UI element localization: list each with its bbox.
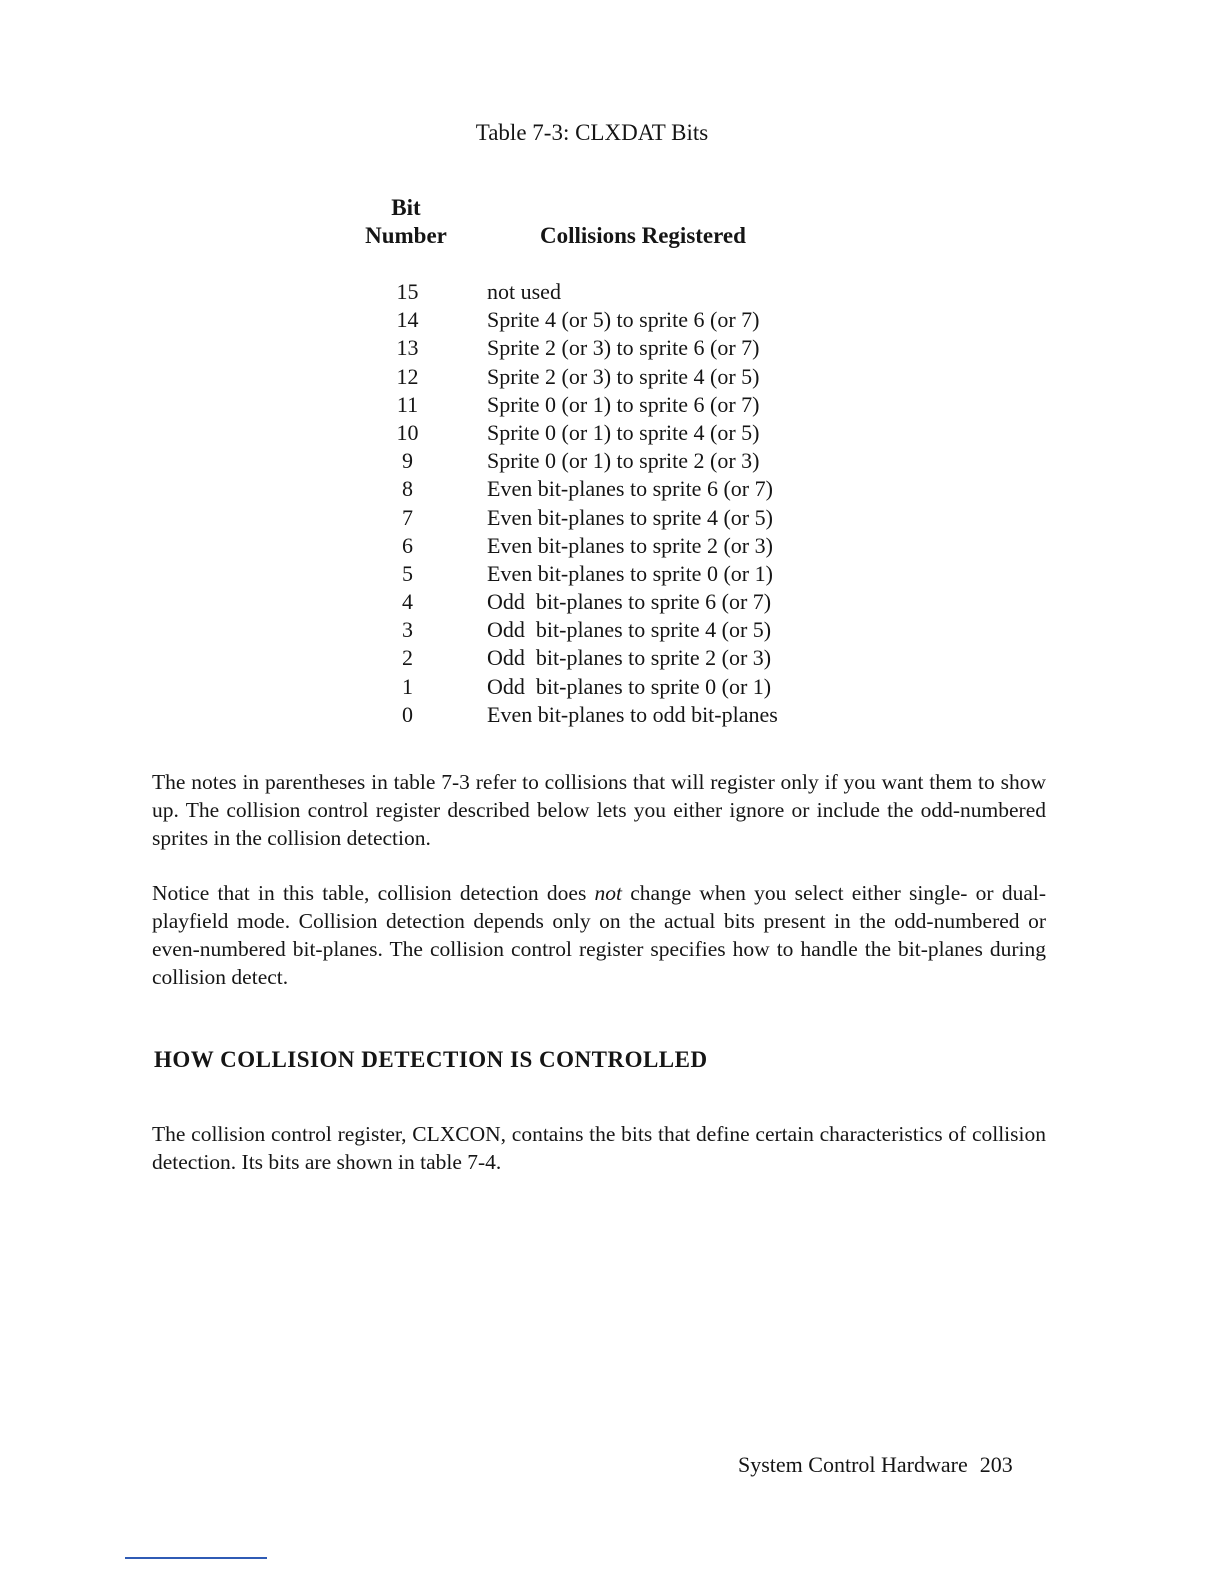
- collision-description-cell: Even bit-planes to sprite 6 (or 7): [487, 476, 773, 502]
- table-row: [355, 391, 855, 419]
- table-row: [355, 306, 855, 334]
- table-row: [355, 588, 855, 616]
- bit-number-cell: 5: [402, 560, 413, 586]
- table-body: [355, 278, 855, 729]
- bit-number-cell: 1: [402, 673, 413, 699]
- paragraph-clxcon: The collision control register, CLXCON, contains the bits that define certain characteristics of collision detection. Its bits are shown in table 7-4.: [152, 1122, 1046, 1174]
- bit-number-cell: 4: [402, 589, 413, 615]
- bit-header-line1: Bit: [391, 195, 421, 220]
- collision-description-cell: Even bit-planes to sprite 2 (or 3): [487, 532, 773, 558]
- table-row: [355, 363, 855, 391]
- bit-number-cell: 3: [402, 617, 413, 643]
- bit-number-cell: 14: [396, 307, 419, 333]
- bottom-rule: [125, 1557, 267, 1559]
- bit-number-cell: 6: [402, 532, 413, 558]
- paragraph-notice-before: Notice that in this table, collision detection does: [152, 881, 595, 905]
- table-row: [355, 560, 855, 588]
- bit-number-cell: 12: [396, 363, 419, 389]
- collision-description-cell: Odd bit-planes to sprite 4 (or 5): [487, 617, 772, 643]
- bit-number-cell: 9: [402, 448, 413, 474]
- bit-number-cell: 13: [396, 335, 419, 361]
- table-row: [355, 278, 855, 306]
- collision-description-cell: Even bit-planes to sprite 4 (or 5): [487, 504, 773, 530]
- table-row: [355, 419, 855, 447]
- bit-number-cell: 15: [396, 279, 419, 304]
- collision-description-cell: Sprite 0 (or 1) to sprite 6 (or 7): [487, 391, 760, 417]
- table-caption: Table 7-3: CLXDAT Bits: [475, 120, 709, 145]
- bit-number-cell: 7: [402, 504, 413, 530]
- collision-description-cell: not used: [487, 279, 561, 304]
- bit-number-cell: 8: [402, 476, 413, 502]
- collision-description-cell: Sprite 2 (or 3) to sprite 6 (or 7): [487, 335, 760, 361]
- table-row: [355, 701, 855, 729]
- bit-number-cell: 10: [396, 419, 419, 445]
- table-row: [355, 616, 855, 644]
- table-row: [355, 504, 855, 532]
- table-row: [355, 475, 855, 503]
- collisions-registered-header: Collisions Registered: [540, 223, 746, 248]
- collision-description-cell: Sprite 4 (or 5) to sprite 6 (or 7): [487, 307, 760, 333]
- paragraph-notice: [152, 879, 1046, 991]
- collision-description-cell: Odd bit-planes to sprite 2 (or 3): [487, 645, 772, 671]
- bit-number-header: [355, 194, 457, 250]
- table-row: [355, 673, 855, 701]
- bit-header-line2: Number: [365, 223, 447, 248]
- bit-number-cell: 2: [402, 645, 413, 671]
- collision-description-cell: Sprite 0 (or 1) to sprite 2 (or 3): [487, 448, 760, 474]
- paragraph-parentheses-notes: The notes in parentheses in table 7-3 refer to collisions that will register only if you want them to show up. The collision control register described below lets you either ignore or include the odd-numbered sprites in the collision detection.: [152, 770, 1046, 850]
- collision-description-cell: Sprite 0 (or 1) to sprite 4 (or 5): [487, 419, 760, 445]
- bit-number-cell: 0: [402, 701, 413, 727]
- collision-description-cell: Odd bit-planes to sprite 0 (or 1): [487, 673, 772, 699]
- collision-description-cell: Even bit-planes to sprite 0 (or 1): [487, 560, 773, 586]
- collision-description-cell: Odd bit-planes to sprite 6 (or 7): [487, 589, 772, 615]
- table-row: [355, 644, 855, 672]
- collision-description-cell: Even bit-planes to odd bit-planes: [487, 701, 778, 727]
- bit-number-cell: 11: [396, 391, 419, 417]
- page-footer: [738, 1452, 1013, 1478]
- section-heading: HOW COLLISION DETECTION IS CONTROLLED: [154, 1047, 708, 1072]
- table-row: [355, 532, 855, 560]
- footer-section-title: System Control Hardware: [738, 1452, 968, 1477]
- paragraph-notice-after: change when you select either single- or dual-playfield mode. Collision detection depends only on the actual bits present in the odd-numbered or even-numbered bit-planes. The collision control register specifies how to handle the bit-planes during collision detect.: [152, 881, 1046, 989]
- page-number: 203: [979, 1452, 1013, 1477]
- collision-description-cell: Sprite 2 (or 3) to sprite 4 (or 5): [487, 363, 760, 389]
- paragraph-notice-emphasis: not: [594, 881, 623, 905]
- table-row: [355, 334, 855, 362]
- table-row: [355, 447, 855, 475]
